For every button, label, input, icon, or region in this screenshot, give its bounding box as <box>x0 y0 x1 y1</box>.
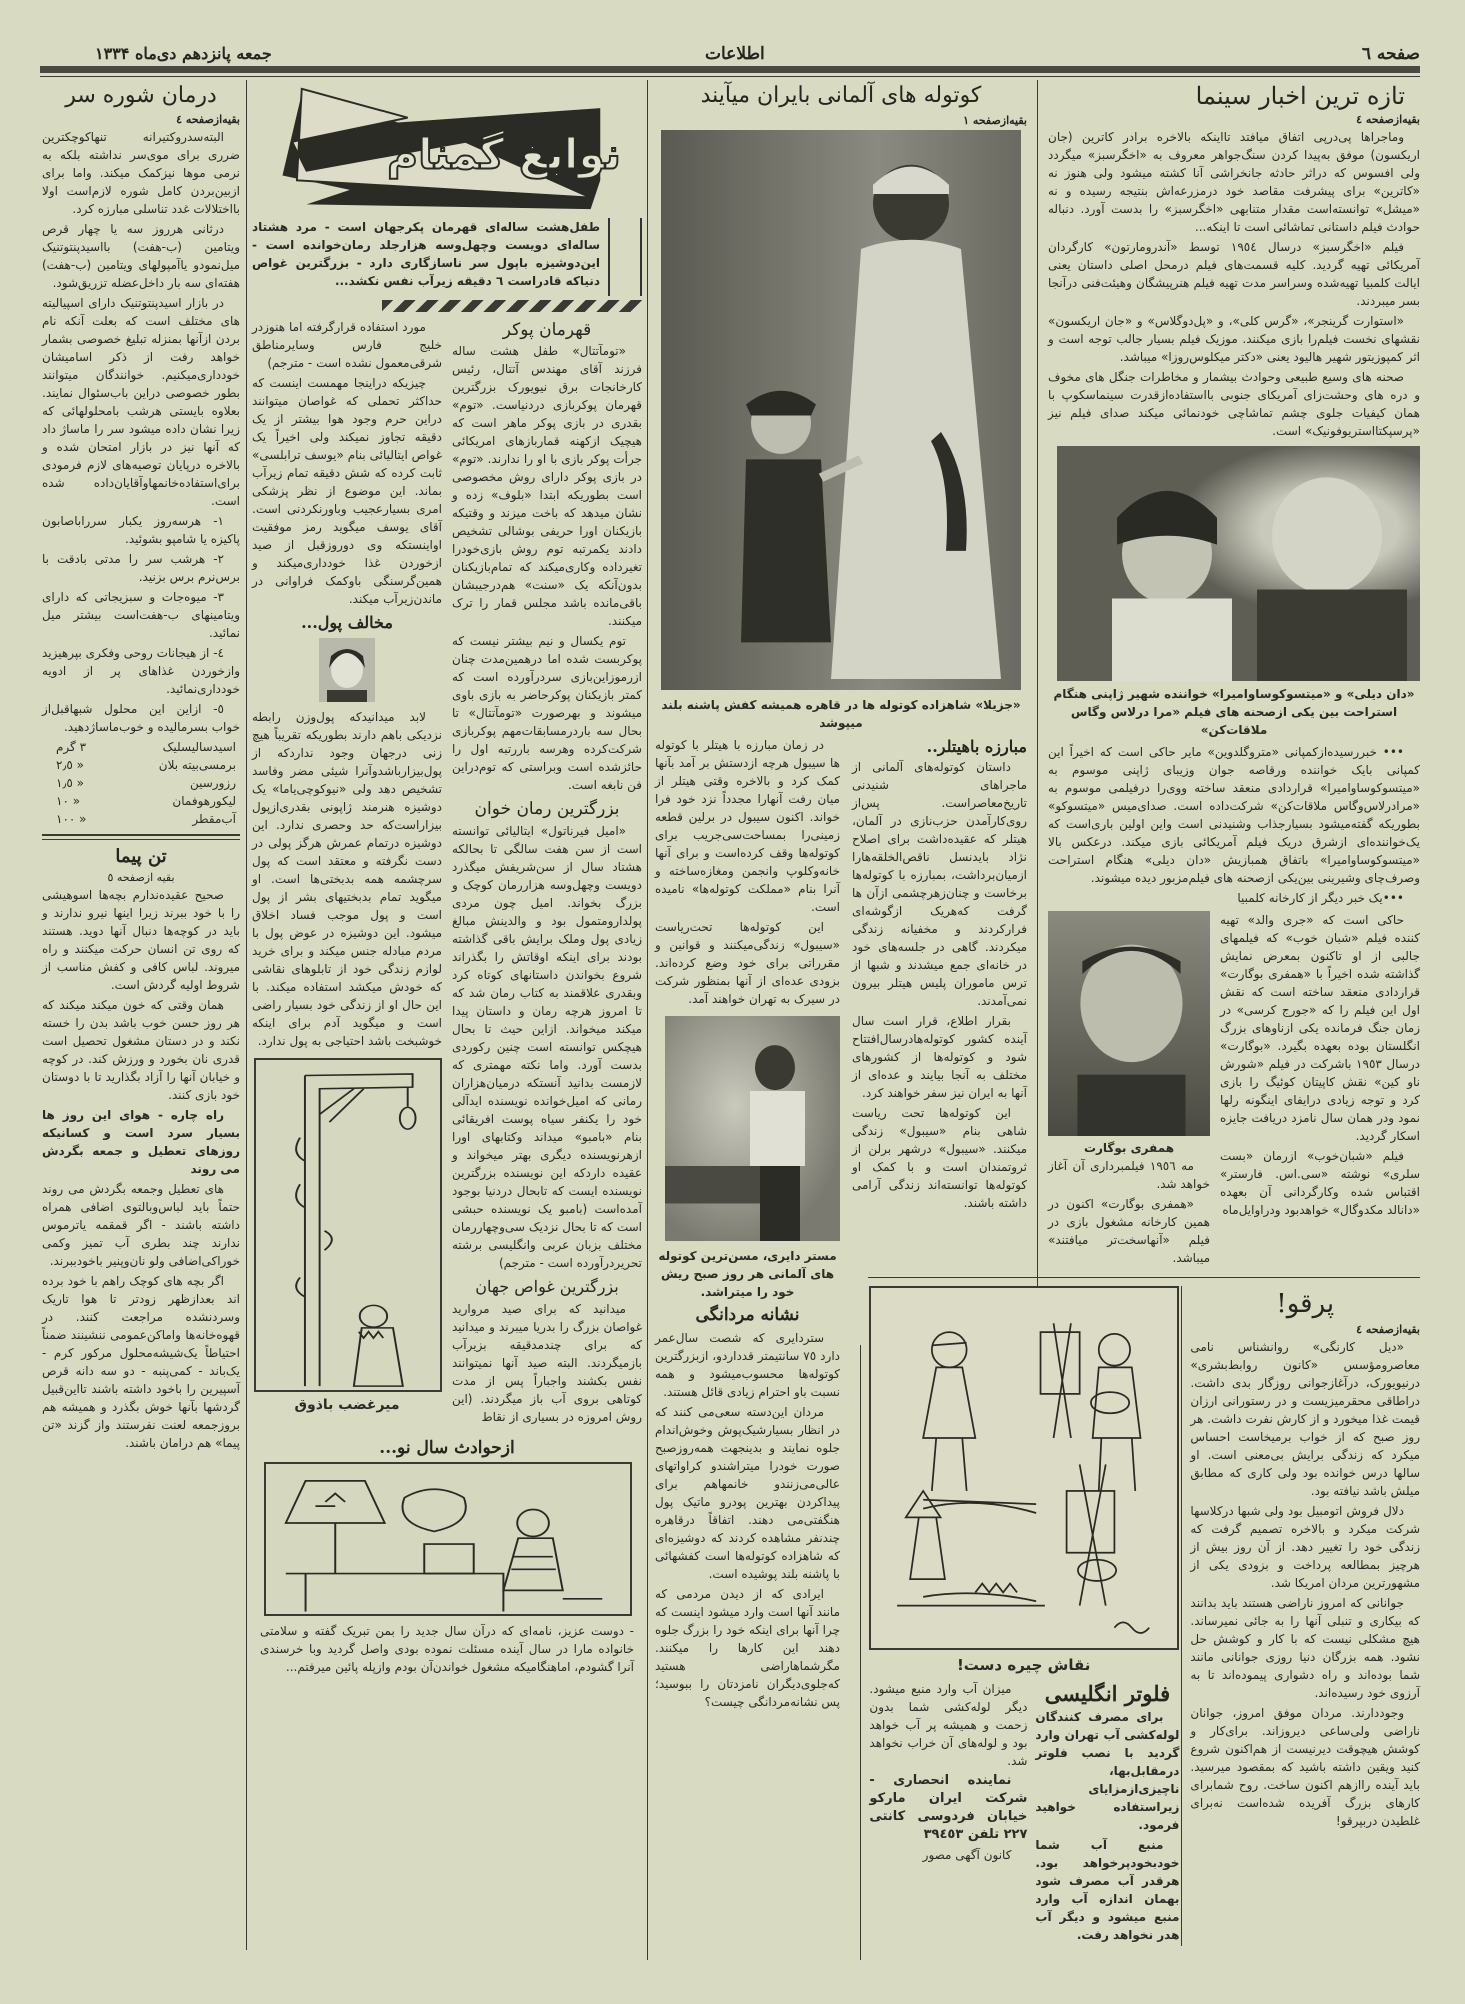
continued-from: بقیه‌ازصفحه ٤ <box>176 113 240 126</box>
recipe-ingredient: لیکورهوفمان <box>172 794 236 808</box>
paragraph: میدانید که برای صید مروارید غواصان بزرگ را بدریا میبرند و میدانید که برای چندمدقیقه بزیرآب بازمیگردند. البته صید آنها نمیتوانند نفس بکشند واجباراً پس از مدت کوتاهی بروی آب باز میگردند. (این روش امروزه در بسیاری از نقاط <box>452 1302 642 1424</box>
cinema-article-body <box>1048 128 1420 440</box>
dwarves-subcolumns <box>655 736 1027 1713</box>
bogart-block <box>1048 911 1210 1269</box>
cinema-title: تازه ترین اخبار سینما <box>1195 82 1405 110</box>
portrait-face <box>319 638 375 702</box>
iran-marco-contact: نماینده انحصاری - شرکت ایران مارکو خیابان فردوسی کانتی ٢٢٧ تلفن ٣٩٤٥٣ <box>869 1773 1028 1842</box>
decorative-bars <box>608 218 642 296</box>
recipe-qty: « ١٫٥ <box>56 776 84 790</box>
new-year-cartoon-text: - دوست عزیز، نامه‌ای که درآن سال جدید را بمن تبریک گفته و سلامتی خانواده مارا در سال آینده مسئلت نموده بودی واصل گردید وبا خرسندی آنرا گشودم، اماهنگامیکه مشغول خواندن‌آن بودم وازپله پائین میرفتم... <box>260 1624 634 1674</box>
paragraph: چیزیکه دراینجا مهمست اینست که حداکثر تحملی که غواصان میتوانند دراین حرم وجود هوا بیشتر از یک دقیقه تجاوز نمیکند ولی اخیراً یک غواص ایتالیائی بنام «یوسف ترابلسی» ثابت کرده که شش دقیقه تمام زیرآب بماند. این موضوع از نظر پزشکی امری بسیارعجیب وباورنکردنی است. آقای یوسف میگوید رمز موفقیت اواینستکه وی دوروزقبل از صید ازخوردن غذا خودداری‌میکند و همین‌گرسنگی باوکمک فراوانی در ماندن‌زیرآب میکند. <box>252 376 442 606</box>
recipe-qty: « ٢٫٥ <box>56 758 84 772</box>
geniuses-subcolumns <box>252 318 642 1428</box>
column-divider <box>647 80 648 1960</box>
paragraph: داستان کوتوله‌های آلمانی از ماجراهای شنیدنی تاریخ‌معاصراست. پس‌از روی‌کارآمدن حزب‌نازی در آلمان، هیتلر که عقیده‌داشت برای اصلاح نژاد بایدنسل ناقص‌الخلقه‌هارا ازمیان‌برداشت، بمبارزه با کوتوله‌ها برخاست و چنان‌زهرچشمی ازآن ها گرفت که‌هریک ازگوشه‌ای فرارکردند و مخفیانه زندگی میکردند. گاهی در جلسه‌های خود در خانه‌ای جمع میشدند و شبها از ترس ماموران پلیس هیتلر بیرون نمی‌آمدند. <box>852 760 1027 1008</box>
new-year-cartoon <box>264 1462 632 1616</box>
paragraph: «تومآتتال» طفل هشت ساله فرزند آقای مهندس آتتال، رئیس کارخانجات برق نیویورک بزرگترین قهرمان پوکربازی دردنیاست. «توم» بقدری در بازی پوکر ماهر است که هیچیک ازکهنه قماربازهای امریکائی جرأت پوکر بازی با او را ندارند. «توم» در بازی پوکر دارای روش مخصوصی است بطوریکه ابتدا «بلوف» زده و نشان میدهد که باخت میزند و وقتیکه بازیکنان اورا حریفی بوشالی تشخیص دادند یکمرتبه توم روش بازی‌خودرا تغیرداده وکاری‌میکند که تمام‌بازیکنان بدون‌آنکه یک «سنت» هم‌درجیبشان باقی‌مانده باشد مجلس قمار را ترک میکنند. <box>452 344 642 628</box>
poker-article-body <box>452 342 642 794</box>
japanese-girl-portrait <box>319 638 375 702</box>
dwarves-right-column <box>852 758 1027 1212</box>
paragraph: مورد استفاده قرارگرفته اما هنوزدر خلیج فارس وسایرمناطق شرقی‌معمول نشده است - مترجم) <box>252 320 442 370</box>
dandruff-tips <box>42 644 240 736</box>
paragraph: توم یکسال و نیم بیشتر نیست که پوکربست شده اما درهمین‌مدت چنان ازرموزاین‌بازی سردرآورده است که کمتر بازیکنان پوکرحاضر به بازی باوی میشوند و بهرصورت «تومآتتال» تا بحال سه باردرمسابقات‌مهم پوکربازی شرکت‌کرده وهرسه باررتبه اول را حائزشده است وبراستی که توم‌دراین فن نابغه است. <box>452 634 642 792</box>
paragraph: «همفری بوگارت» اکنون در همین کارخانه مشغول بازی در فیلم «آنهاسخت‌تر میافتند» میباشد. <box>1048 1197 1210 1265</box>
poker-title: قهرمان پوکر <box>502 320 592 340</box>
recipe-table <box>42 738 240 828</box>
dwarves-title: کوتوله های آلمانی بایران میآیند <box>700 83 982 108</box>
dwarf-prince-caption: «جزیلا» شاهزاده کوتوله ها در قاهره همیشه کفش پاشنه بلند میپوشد <box>661 698 1021 730</box>
paragraph: فیلم «شبان‌خوب» ازرمان «بست سلری» نوشته «سی.اس. فارستر» اقتباس شده وکارگردانی آن بعهده «دانالد مکدوگال» خواهدبود ودراوایل‌ماه <box>1220 1149 1420 1217</box>
film-still-caption: «دان دیلی» و «میتسوکوساوامیرا» خواننده شهیر ژاپنی هنگام استراحت بین یکی ازصحنه های فیلم «مرا درلاس وگاس ملاقات‌کن» <box>1053 687 1415 737</box>
bogart-section <box>1048 911 1420 1269</box>
film-still-photo <box>1057 446 1420 681</box>
intro-row <box>252 218 642 296</box>
manhood-title: نشانه مردانگی <box>695 1305 800 1325</box>
recipe-ingredient: آب‌مقطر <box>192 812 236 826</box>
paragraph: های تعطیل وجمعه بگردش می روند حتماً باید لباس‌وبالتوی اضافی همراه داشته باشند - اگر قمقمه یاترموس ندارند چند بطری آب تمیز وکمی خوراکی‌اضافی ولو نان‌وپنیر باخودببرند. <box>42 1182 240 1268</box>
paragraph: «دیل کارنگی» روانشناس نامی معاصرومؤسس «کانون روابط‌بشری» درنیویورک، درآغازجوانی روزگار بدی داشت. دراطاقی محقرمیزیست و در رستورانی ارزان قیمت غذا میخورد و از کارش نفرت داشت. هر روز صبح که از خواب برمیخاست احساس میکرد که زندگی برایش بی‌معنی است. او سالها درس خوانده بود ولی کاری که مطابق میلش باشد نیافته بود. <box>1190 1340 1420 1498</box>
paragraph: ستردایری که شصت سال‌عمر دارد ٧٥ سانتیمتر قدداردو، ازبزرگترین کوتوله‌ها محسوب‌میشود و همه نسبت باو احترام زیادی قائل هستند. <box>655 1331 840 1399</box>
flotter-ad <box>1035 1680 1179 1946</box>
painter-cartoon-caption: نقاش چیره دست! <box>956 1656 1091 1674</box>
continued-from: بقیه‌ازصفحه ٤ <box>1356 1323 1420 1336</box>
bogart-portrait <box>1048 911 1210 1136</box>
continued-from: بقیه‌ازصفحه ٤ <box>1356 113 1420 126</box>
paragraph: ٥- ازاین این محلول شبهاقبل‌از خواب بسرمالیده و خوب‌ماساژدهید. <box>42 702 240 734</box>
diver-article-body <box>452 1300 642 1426</box>
tanpeyma-title: تن پیما <box>115 846 167 867</box>
dwarves-column <box>655 80 1027 1713</box>
gallows-drawing <box>256 1060 440 1390</box>
geniuses-banner-graphic <box>266 84 636 214</box>
paragraph: لابد میدانیدکه پول‌وزن رابطه نزدیکی باهم دارند بطوریکه تقریباً هیچ زنی درجهان وجود نداردکه از پول‌بیزارباشدوآنرا شیئی مضر وفاسد تشخیص دهد ولی «نیوکوچی‌یاما» یک دوشیزه هنرمند ژاپونی بقدری‌ازپول بیزاراست‌که حد وحصری ندارد. این دوشیزه درتمام عمرش هرگز پولی در دست نگرفته و معتقد است که پول سرچشمه همه بدبختی‌ها است. او میگوید تمام بدبختیهای بشر از پول است و پول موجب فساد اخلاق میشود. این دوشیزه در عوض پول با مردم مبادله جنس میکند و برای خرید لوازم زندگی خود از تابلوهای نقاشی که خودش میکشد استفاده میکند. با این حال او از زندگی خود بسیار راضی است و میگوید آدم برای اینکه خوشبخت باشد احتیاجی به پول ندارد. <box>252 710 442 1048</box>
paragraph: وماجراها پی‌درپی اتفاق میافتد تااینکه بالاخره برادر کاترین (جان اریکسون) موفق به‌پیدا کردن سنگ‌جواهر معروف به «اخگرسبز» میگردد ولی افسوس که دراثر حادثه جانخراشی آنا کشته میشود ولی هنوز نه «کاترین» برای پیشرفت مقاصد خود درمزرعه‌اش بنتیجه رسیده و نه «میشل» توانسته‌است مقدار متنابهی «اخگرسبز» را بدست آورد. دنباله حوادث فیلم داستانی تماشائی است تا اینکه... <box>1048 130 1420 234</box>
continued-from: بقیه‌ازصفحه ١ <box>963 114 1027 127</box>
diver-continued-body <box>252 318 442 608</box>
paragraph: صحیح عقیده‌ندارم بچه‌ها اسوهیشی را با خود ببرند زیرا اینها نیرو ندارند و باید در کوچه‌ها دنبال آنها دوید. هستند که روی تن انسان حرکت میکنند و راه میروند. لباس کافی و کفش مناسب از شروط اولیه گردش است. <box>42 888 240 992</box>
novel-reader-body <box>452 822 642 1272</box>
paragraph: دلال فروش اتومبیل بود ولی شبها درکلاسها شرکت میکرد و بالاخره تصمیم گرفت که زندگی خود را تغییر دهد. از آن روز بیش از هرچیز بمطالعه پرداخت و بزودی یکی از مشهورترین مردان امریکا شد. <box>1190 1504 1420 1590</box>
issue-date: جمعه پانزدهم دی‌ماه ۱۳۳۴ <box>95 44 272 63</box>
dwarves-left-subcolumn <box>655 736 840 1713</box>
header-rule <box>40 66 1420 73</box>
recipe-row <box>56 792 236 810</box>
paragraph: در بازار اسیدپنتوتنیک دارای اسپیالیته های مختلف است که بعلت آنکه نام بردن ازآنها بمنزله تبلیغ خصوصی بشمار خواهد رفت از ذکر اسامیشان خودداری‌میکنیم. خوانندگان میتوانند بطور خصوصی دراین باب‌سئوال نمایند. بعلاوه بایستی هرشب بامحلولهائی که زیرا نشان داده میشود سر را ماساژ داد که آنها نیز در بازار امتحان شده و بالاخره درپایان توصیه‌های لازم فرمودی برای‌استفاده‌خانمهاوآقایان‌داده شده است. <box>42 296 240 508</box>
dandruff-column <box>42 80 240 1454</box>
paragraph: در زمان مبارزه با هیتلر با کوتوله ها سیبول هرچه ازدستش بر آمد بآنها کمک کرد و بالاخره وقتی هیتلر از میان رفت آنهارا مجدداً نزد خود فرا خواند. اکنون سیبول در برلین قطعه زمینی‌را بمساحت‌سی‌جریب برای کوتوله‌ها وقف کرده‌است و برای آنها خانه‌وکلوپ وانجمن ومغازه‌ساخته و آنرا بنام «مملکت کوتوله‌ها» نامیده است. <box>655 738 840 914</box>
bogart-text <box>1048 1157 1210 1267</box>
recipe-row <box>56 774 236 792</box>
novel-reader-title: بزرگترین رمان خوان <box>474 799 620 819</box>
tanpeyma-article-body <box>42 886 240 1452</box>
geniuses-intro: طفل‌هشت ساله‌ای قهرمان پکرجهان است - مرد هشتاد ساله‌ای دویست وچهل‌وسه هزارجلد رمان‌خوانده است - این‌دوشیزه باپول سر ناسازگاری دارد - بزرگترین غواص دنیاکه قادراست ٦ دقیقه زیرآب نفس نکشد... <box>252 220 600 288</box>
paragraph: همان وقتی که خون میکند میکند که هر روز حسن خوب باشد بدن را خسته نکند و در دستان مشغول تحصیل است قدری نان بخورد و ورزش کند. در کوچه و خیابان آنها را آزاد بگذارید تا با دوستان خود بازی کنند. <box>42 998 240 1102</box>
gallows-cartoon-caption: میرغضب باذوق <box>294 1397 400 1413</box>
dwarf-shaving-photo <box>665 1016 840 1241</box>
new-year-drawing <box>266 1464 630 1614</box>
paragraph: «امیل فیرناتول» ایتالیائی توانسته است از سن هفت سالگی تا بحالکه هشتاد سال از سن‌شریفش میگذرد دویست وچهل‌وسه هزاررمان کوچک و بزرگ بخواند. امیل چون مردی پولدارومتمول بود و والدینش مبالغ زیادی پول وملک برایش باقی گذاشته بودند برای اینکه اوقاتش را بگذراند شروع بخواندن داستانهای کوتاه کرد وبقدری علاقمند به کتاب رمان شد که تا امروز هرچه رمان و داستان پیدا میکند میخواند. ازاین حیث تا بحال هیچکس توانسته است چنین رکوردی بدست آورد. واما نکته مهمتری که لازمست بدانید آنستکه درمیان‌هزاران رمانی که امیل‌خوانده نویسنده ایدآلی خود را یکنفر سیاه پوست افریقائی بنام «بامبو» میداند وکتابهای اورا ازهرنویسنده دیگری بهتر میخواند و عقیده داردکه این نویسنده بزرگترین نویسنده ایست که تابحال دردنیا بوجود آمده‌است (بامبو یک نویسنده حبشی است که تا بحال نزدیک سی‌وچهاررمان مختلف بزبان عربی وانگلیسی برشته تحریردرآورده است - مترجم) <box>452 824 642 1270</box>
recipe-qty: « ١٠ <box>56 794 81 808</box>
ad-agency: کانون آگهی مصور <box>922 1848 1012 1862</box>
manhood-article-body <box>655 1329 840 1711</box>
newspaper-name: اطلاعات <box>705 44 765 64</box>
recipe-row <box>56 810 236 828</box>
dwarves-right-subcolumn <box>852 736 1027 1214</box>
geniuses-right-subcolumn <box>452 318 642 1428</box>
continued-from: بقیه ازصفحه ٥ <box>107 871 175 884</box>
diver-title: بزرگترین غواص جهان <box>475 1277 619 1296</box>
paragraph: راه چاره - هوای این روز ها بسیار سرد است و کسانیکه روزهای تعطیل و جمعه بگردش می روند <box>42 1108 240 1176</box>
ads-row <box>868 1680 1179 1946</box>
cinema-news-body <box>1048 743 1420 907</box>
zigzag-ornament <box>382 300 642 312</box>
banner-lettering: نوابغ گمنام <box>387 129 621 179</box>
bogart-caption: همفری بوگارت <box>1083 1141 1175 1155</box>
recipe-row <box>56 738 236 756</box>
recipe-qty: ٣ گرم <box>56 740 87 754</box>
flotter-ad-body <box>1035 1708 1179 1944</box>
cinema-column-text <box>1220 911 1420 1221</box>
paragraph: منبع آب شما خودبخودپرخواهد بود. هرقدر آب مصرف شود بهمان اندازه آب وارد منبع میشود و دیگر آب هدر نخواهد رفت. <box>1035 1838 1180 1942</box>
dwarves-left-column <box>655 736 840 1008</box>
paragraph: برای مصرف کنندگان لوله‌کشی آب تهران وارد گردید با نصب فلوتر درمقابل‌بها، ناچیزی‌ازمزایای زیراستفاده خواهید فرمود. <box>1035 1710 1180 1832</box>
hitler-subhead: مبارزه باهیتلر.. <box>926 737 1027 756</box>
paragraph: ٣- میوه‌جات و سبزیجاتی که دارای ویتامینهای ب-هفت‌است بیشتر میل نمائید. <box>42 590 240 640</box>
cartoonist-signature <box>1115 1622 1150 1633</box>
dwarf-shaving-caption: مستر دایری، مسن‌ترین کوتوله های آلمانی هر روز صبح ریش خود را میتراشد. <box>658 1249 837 1299</box>
paragraph: فیلم «اخگرسبز» درسال ١٩٥٤ توسط «آندرومارتون» کارگردان آمریکائی تهیه گردید. کلیه قسمت‌های فیلم درمحل اصلی داستان یعنی ایالت کلمبیا تهیه‌شده وسراسر مدت تهیه فیلم هنرپیشگان وهیئت‌فنی درآنجا بسر میبردند. <box>1048 240 1420 308</box>
paragraph: میزان آب وارد منبع میشود. دیگر لوله‌کشی شما بدون زحمت و همیشه پر آب خواهد بود و لوله‌های آن خراب نخواهد شد. <box>869 1682 1028 1768</box>
paragraph: ایرادی که از دیدن مردمی که مانند آنها است وارد میشود اینست که چرا آنها برای اینکه خود را بزرگ جلوه دهند این کارها را میکنند. مگرشماهاراضی هستید که‌جلوی‌دیگران نامزدتان را ببوسید؛ پس نشانه‌مردانگی چیست؟ <box>655 1587 840 1709</box>
dandruff-title: درمان شوره سر <box>65 83 217 108</box>
page-number: صفحه ٦ <box>1361 44 1420 64</box>
column-divider <box>246 80 247 1950</box>
dwarf-shaving-figure <box>665 1016 840 1241</box>
paragraph: •••یک خبر دیگر از کارخانه کلمبیا <box>1237 891 1404 905</box>
paragraph: این کوتوله‌ها تحت‌ریاست «سیبول» زندگی‌میکنند و قوانین و مقرراتی برای خود وضع کرده‌اند. بزودی عده‌ای از آنها بمنظور شرکت در سیرک به تهران خواهند آمد. <box>655 920 840 1006</box>
paragraph: ١- هرسه‌روز یکبار سرراباصابون پاکیزه یا شامپو بشوئید. <box>42 514 240 546</box>
geniuses-left-subcolumn <box>252 318 442 1414</box>
parqu-column <box>1190 1286 1420 1832</box>
paragraph: صحنه های وسیع طبیعی وحوادث بیشمار و مخاطرات جنگل های مخوف و دره های وحشت‌زای آمریکای جنوبی بااستفاده‌ازقدرت سینماسکوپ با همان کیفیات جلوی چشم تماشاچی خودنمائی میکند صدای فیلم نیز «پرسپکتااستریوفونیک» است. <box>1048 370 1420 438</box>
paragraph: اگر بچه های کوچک راهم با خود برده اند بعدازظهر زودتر تا هوا تاریک وسردنشده مراجعت کنند. در قهوه‌خانه‌ها واماکن‌عمومی ننشینند ضمناً احتیاطاً یک‌شیشه‌محلول مرکور کرم - یک‌باند - کمی‌پنبه - دو سه دانه قرص آسپیرین را باخود داشته باشند تااین‌قبیل گردشها بآنها خوش بگذرد و همیشه هم بروزجمعه لعنت نفرستند واز گزند «تن پیما» هم درامان باشند. <box>42 1274 240 1450</box>
recipe-qty: « ١٠٠ <box>56 812 87 826</box>
section-divider <box>42 834 240 840</box>
paragraph: «استوارت گرینجر»، «گرس کلی»، و «پل‌دوگلاس» و «جان اریکسون» نقشهای نخست فیلم‌را بازی میکنند. موزیک فیلم بسیار جالب توجه است و اثر کمپوزیتور شهیر هالیود یعنی «دکتر میکلوس‌روزا» میباشد. <box>1048 314 1420 364</box>
paragraph: مردان این‌دسته سعی‌می کنند که در انظار بسیارشیک‌پوش وخوش‌اندام جلوه نمایند و بدینجهت همه‌روزصبح صورت خودرا میتراشندو کراواتهای عالی‌می‌زنندو خانمهاهم برای پیداکردن بهترین پودرو ماتیک پول هنگفتی‌می دهند. اتفاقاً درقاهره چندنفر مشاهده کردند که دوشیزه‌ای که شاهزاده کوتوله‌ها است کفشهائی با پاشنه بلند پوشیده است. <box>655 1405 840 1581</box>
recipe-ingredient: برمسی‌بیته بلان <box>158 758 236 772</box>
paragraph: بقرار اطلاع، قرار است سال آینده کشور کوتوله‌هادرسال‌افتتاح شود و کوتوله‌ها از کشورهای مختلف به آنجا بیایند و عده‌ای از آنها به ایران نیز سفر خواهند کرد. <box>852 1014 1027 1100</box>
recipe-row <box>56 756 236 774</box>
recipe-ingredient: اسیدسالیسلیک <box>162 740 236 754</box>
dwarf-prince-figures <box>661 130 1021 690</box>
header-rule-thin <box>40 76 1420 77</box>
film-still-figures <box>1057 446 1420 681</box>
geniuses-column <box>252 84 642 1676</box>
bogart-portrait-photo <box>1048 911 1210 1136</box>
paragraph: مه ١٩٥٦ فیلمبرداری آن آغاز خواهد شد. <box>1048 1159 1210 1191</box>
paragraph: جوانانی که امروز ناراضی هستند باید بدانند که بیکاری و تنبلی آنها را به جائی نمیرساند. هیچ مشکلی نیست که با کار و کوشش حل نشود. همه بزرگان دنیا روزی جوانانی مانند شما بوده‌اند و راه دشواری پیموده‌اند تا به آرزوی خود رسیده‌اند. <box>1190 1596 1420 1700</box>
gallows-cartoon <box>254 1058 442 1392</box>
flotter-ad-title: فلوتر انگلیسی <box>1044 1681 1171 1706</box>
paragraph: درثانی هرروز سه یا چهار قرص ویتامین (ب-هفت) بااسیدپنتوتنیک میل‌نمودو یاآمپولهای ویتامین (ب-هفت) هفته‌ای سه بار داخل‌عضله تزریق‌شود. <box>42 222 240 290</box>
paragraph: ٤- از هیجانات روحی وفکری بپرهیزید وازخوردن غذاهای پر از ادویه خودداری‌نمائید. <box>42 646 240 696</box>
paragraph: این کوتوله‌ها تحت ریاست شاهی بنام «سیبول» زندگی میکنند. «سیبول» درشهر برلن از ثروتمندان است و با کمک او کوتوله‌ها توانسته‌اند زندگی آرامی داشته باشند. <box>852 1106 1027 1210</box>
paragraph: البته‌سدروکتیرانه تنهاکوچکترین ضرری برای موی‌سر نداشته بلکه به نرمی موها نیزکمک میکند. واما برای ازبین‌بردن کامل شوره لازم‌است اولا بااختلالات غدد تناسلی مبارزه کرد. <box>42 130 240 216</box>
paragraph: ٢- هرشب سر را مدتی بادقت با برس‌نرم برس بزنید. <box>42 552 240 584</box>
money-opponent-body <box>252 708 442 1050</box>
recipe-ingredient: رزورسین <box>190 776 236 790</box>
geniuses-banner <box>266 84 636 214</box>
parqu-title: پرقو! <box>1276 1289 1335 1319</box>
column-divider <box>1037 80 1038 1310</box>
dandruff-article-body <box>42 128 240 642</box>
paragraph: وجوددارند. مردان موفق امروز، جوانان ناراضی ولی‌ساعی دیروزاند. برای‌کار و کوشش هیچوقت دیرنیست از هم‌اکنون شروع کنید ویقین داشته باشید که بمقصود میرسید. باید آینده رااز‌هم اکنون ساخت. روح شمابرای کارهای بزرگ آفریده شده‌است نه‌برای غلطیدن دربپرقو! <box>1190 1706 1420 1828</box>
paragraph: ••• خبررسیده‌ازکمپانی «متروگلدوین» مایر حاکی است که اخیراً این کمپانی بایک خواننده ورقاصه جوان وزیبای ژاپنی موسوم به «میتسوکوساوامیرا» قراردادی منعقد ساخته ووی‌را درفیلمی موسوم به «مرادرلاس‌وگاس ملاقات‌کن» شرکت‌داده است. صدای‌میس «میتسوکو» بطوریکه گفته‌میشود بسیارجذاب وشنیدنی است واین اولین باری‌است که یک‌خواننده‌ای ازشرق دریک فیلم آمریکائی بازی میکند. درعکس بالا «میتسوکوساوامیرا» باتفاق همبازیش «دان دیلی» هنگام استراحت وصرف‌چای وشیرینی بین‌یکی ازصحنه های فیلم‌مزبور دیده میشوند. <box>1048 745 1420 885</box>
paragraph: حاکی است که «جری والد» تهیه کننده فیلم «شبان خوب» که فیلمهای جالبی از او تاکنون بمعرض نمایش گذاشته شده اخیراً با «همفری بوگارت» قراردادی منعقد ساخته است که نقش اول این فیلم را که «جورج کرسی» در زمان جنگ فرمانده یکی ازناوهای بزرگ انگلستان بوده بعهده بگیرد. «بوگارت» درسال ١٩٥٣ باشرکت در فیلم «شورش ناو کین» نقش کاپیتان کوئیگ را بازی کرد و توجه زیادی درایفای اینگونه رلها نمود ودر همان سال نامزد دریافت جایزه اسکار گردید. <box>1220 913 1420 1143</box>
parqu-article-body <box>1190 1338 1420 1830</box>
money-opponent-title: مخالف پول... <box>301 613 393 632</box>
dwarf-prince-photo <box>661 130 1021 690</box>
new-year-title: ازحوادث سال نو... <box>379 1438 515 1458</box>
